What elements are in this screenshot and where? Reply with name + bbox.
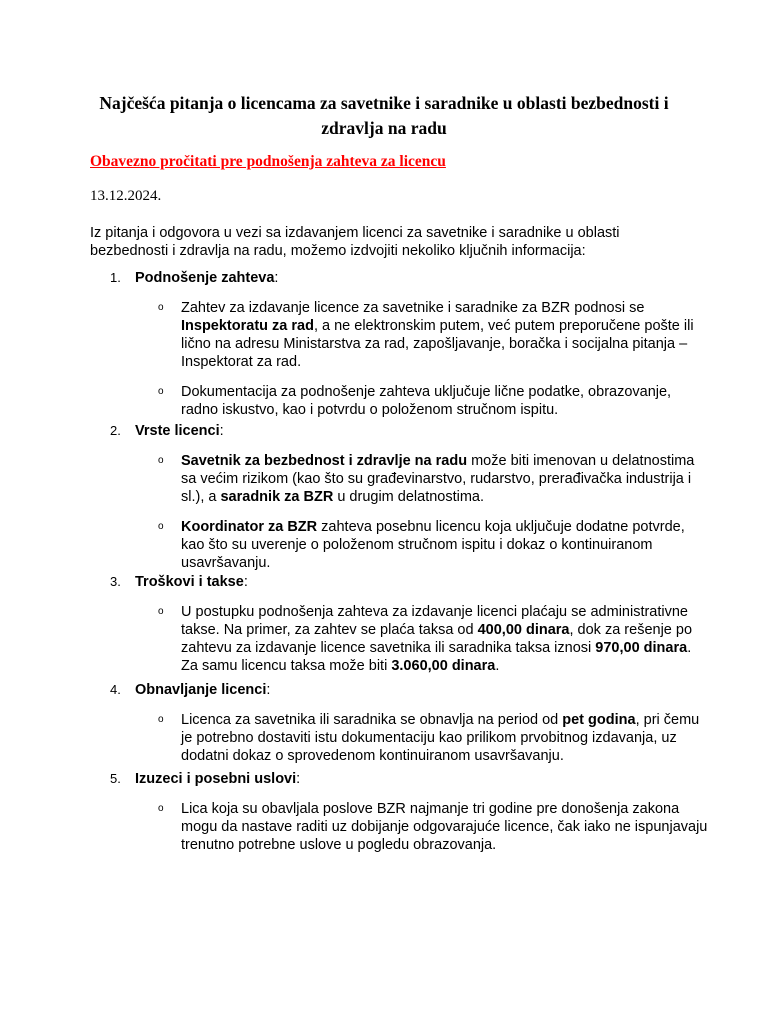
list-item-text [181,800,708,854]
bullet-circle-icon: o [158,386,164,397]
section-title: Izuzeci i posebni uslovi: [135,771,301,787]
text-run: U postupku podnošenja zahteva za izdavanje licenci plaćaju se administrativne takse. Na primer, za zahtev se plaća taksa od [181,604,688,638]
bullet-circle-icon: o [158,302,164,313]
section-title: Obnavljanje licenci: [135,682,271,698]
section-submission [90,269,694,419]
bullet-circle-icon: o [158,606,164,617]
text-run: u drugim delatnostima. [333,489,485,505]
list-item [90,603,693,675]
section-title: Podnošenje zahteva: [135,270,279,286]
text-run: . Za samu licencu taksa može biti [181,640,692,674]
text-run: Lica koja su obavljala poslove BZR najmanje tri godine pre donošenja zakona mogu da nastave raditi uz dobijanje odgovarajuće licence, čak iako ne ispunjavaju trenutno potrebne uslove u pogledu obrazovanja. [181,801,708,853]
bold-text: saradnik za BZR [220,489,334,505]
list-item-text [181,711,708,765]
bullet-circle-icon: o [158,455,164,466]
document-date: 13.12.2024. [90,188,162,204]
list-item [90,383,690,419]
list-item-text [181,603,708,675]
section-renewal [90,681,700,765]
text-run: , a ne elektronskim putem, već putem preporučene pošte ili lično na adresu Ministarstva za rad, zapošljavanje, boračka i socijalna pitanja – Inspektorat za rad. [181,318,694,370]
section-title: Vrste licenci: [135,423,224,439]
text-run: Zahtev za izdavanje licence za savetnike i saradnike za BZR podnosi se [181,300,645,316]
list-item [90,711,700,765]
list-item-text [181,383,708,419]
section-heading [90,573,690,591]
list-item [90,299,694,371]
section-heading [90,681,690,699]
bold-text: Koordinator za BZR [181,519,318,535]
section-title: Troškovi i takse: [135,574,248,590]
text-run: . [495,658,500,674]
section-number: 4. [110,682,121,697]
section-number: 5. [110,771,121,786]
bullet-circle-icon: o [158,714,164,725]
list-item [90,518,690,572]
bold-text: 3.060,00 dinara [391,658,496,674]
bullet-circle-icon: o [158,521,164,532]
list-item [90,452,695,506]
list-item-text [181,518,708,572]
section-number: 2. [110,423,121,438]
text-run: može biti imenovan u delatnostima sa većim rizikom (kao što su građevinarstvo, rudarstvo, prerađivačka industrija i sl.), a [181,453,695,505]
bold-text: 970,00 dinara [595,640,688,656]
bold-text: pet godina [562,712,636,728]
list-item [90,800,708,854]
mandatory-read-notice: Obavezno pročitati pre podnošenja zahteva za licencu [90,153,446,170]
text-run: zahteva posebnu licencu koja uključuje dodatne potvrde, kao što su uverenje o položenom stručnom ispitu i dokaz o kontinuiranom usavršavanju. [181,519,685,571]
text-run: Dokumentacija za podnošenje zahteva uključuje lične podatke, obrazovanje, radno iskustvo, kao i potvrdu o položenom stručnom ispitu. [181,384,672,418]
bullet-circle-icon: o [158,803,164,814]
bold-text: Inspektoratu za rad [181,318,314,334]
section-number: 1. [110,270,121,285]
section-number: 3. [110,574,121,589]
text-run: Licenca za savetnika ili saradnika se obnavlja na period od [181,712,563,728]
section-heading [90,422,690,440]
intro-paragraph: Iz pitanja i odgovora u vezi sa izdavanjem licenci za savetnike i saradnike u oblasti bezbednosti i zdravlja na radu, možemo izdvojiti nekoliko ključnih informacija: [90,225,620,259]
section-heading [90,269,690,287]
section-heading [90,770,690,788]
list-item-text [181,452,708,506]
list-item-text [181,299,708,371]
bold-text: Savetnik za bezbednost i zdravlje na radu [181,453,468,469]
text-run: , dok za rešenje po zahtevu za izdavanje licence savetnika ili saradnika taksa iznosi [181,622,693,656]
section-costs-fees [90,573,693,675]
section-exceptions [90,770,708,854]
document-title: Najčešća pitanja o licencama za savetnike i saradnike u oblasti bezbednosti i zdravlja na radu [99,93,669,138]
section-license-types [90,422,695,572]
bold-text: 400,00 dinara [477,622,570,638]
text-run: , pri čemu je potrebno dostaviti istu dokumentaciju kao prilikom prvobitnog izdavanja, uz dodatni dokaz o sprovedenom kontinuiranom usavršavanju. [181,712,700,764]
